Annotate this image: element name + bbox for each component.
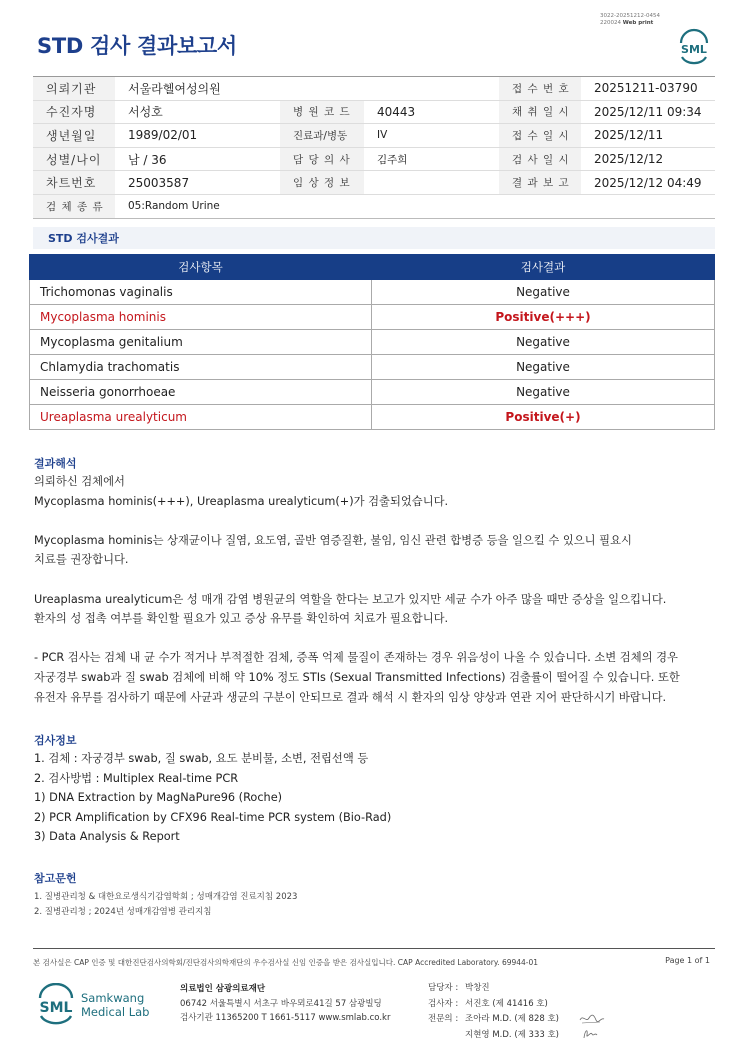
interpretation-line: - PCR 검사는 검체 내 균 수가 적거나 부적절한 검체, 증폭 억제 물질이 존재하는 경우 위음성이 나올 수 있습니다. 소변 검체의 경우 <box>34 651 678 665</box>
staff-name: 지현영 M.D. (제 333 호) <box>465 1029 560 1040</box>
collect-date-value: 2025/12/11 09:34 <box>594 104 702 119</box>
chart-no-value: 25003587 <box>128 175 190 190</box>
staff-label <box>428 1028 465 1044</box>
results-table <box>29 254 715 430</box>
test-result: Negative <box>372 280 715 305</box>
interpretation-line: 치료를 권장합니다. <box>34 553 129 567</box>
receive-date-value: 2025/12/11 <box>594 128 664 143</box>
doc-id-line1: 3022-20251212-0454 <box>600 13 660 19</box>
test-item: Chlamydia trachomatis <box>30 355 372 380</box>
test-info-line: 2. 검사방법 : Multiplex Real-time PCR <box>34 771 239 785</box>
test-result: Positive(+++) <box>372 305 715 330</box>
svg-text:SML: SML <box>39 1000 73 1016</box>
interpretation-text <box>34 472 694 707</box>
patient-info-table <box>33 76 715 219</box>
doctor-value: 김주희 <box>377 153 408 166</box>
birth-label: 생년월일 <box>33 124 115 147</box>
document-id <box>600 13 660 26</box>
page-number: Page 1 of 1 <box>665 956 710 965</box>
signature-icon <box>578 1012 606 1026</box>
test-item: Neisseria gonorrhoeae <box>30 380 372 405</box>
test-result: Negative <box>372 330 715 355</box>
info-row <box>33 101 715 125</box>
info-row <box>33 195 715 219</box>
birth-value: 1989/02/01 <box>128 128 198 143</box>
sex-age-label: 성별/나이 <box>33 148 115 171</box>
specimen-value: 05:Random Urine <box>128 200 220 213</box>
test-result: Positive(+) <box>372 405 715 430</box>
staff-label: 검사자 : <box>428 998 459 1009</box>
test-info-text <box>34 749 694 847</box>
svg-text:SML: SML <box>681 43 707 56</box>
staff-row <box>428 1028 559 1044</box>
patient-name-value: 서성호 <box>128 105 163 120</box>
specimen-label: 검 체 종 류 <box>33 195 115 218</box>
test-info-line: 2) PCR Amplification by CFX96 Real-time PCR system (Bio-Rad) <box>34 810 392 824</box>
table-row <box>30 330 715 355</box>
test-item: Mycoplasma hominis <box>30 305 372 330</box>
receipt-no-label: 접 수 번 호 <box>499 77 581 100</box>
interpretation-line: 자궁경부 swab과 질 swab 검체에 비해 약 10% 정도 STIs (Sexual Transmitted Infections) 검출률이 떨어질 수 있습니다. 또한 <box>34 670 680 684</box>
test-info-line: 1) DNA Extraction by MagNaPure96 (Roche) <box>34 791 283 805</box>
footer-divider <box>33 948 715 949</box>
info-row <box>33 171 715 195</box>
sml-logo-icon <box>676 26 712 66</box>
svg-text:Samkwang: Samkwang <box>81 991 145 1005</box>
doctor-label: 담 당 의 사 <box>280 148 364 171</box>
receipt-no-value: 20251211-03790 <box>594 81 698 96</box>
samkwang-logo-icon <box>37 983 157 1025</box>
staff-name: 박창진 <box>465 983 490 993</box>
interpretation-title: 결과해석 <box>34 457 77 470</box>
table-row <box>30 305 715 330</box>
page-title: STD 검사 결과보고서 <box>37 34 237 58</box>
web-print-label: Web print <box>622 19 654 26</box>
test-info-line: 3) Data Analysis & Report <box>34 830 180 844</box>
test-result: Negative <box>372 380 715 405</box>
staff-row <box>428 1012 559 1028</box>
patient-name-label: 수진자명 <box>33 101 115 124</box>
hospital-code-value: 40443 <box>377 104 416 119</box>
clinical-info-value <box>364 171 499 194</box>
table-row <box>30 355 715 380</box>
references-list <box>34 890 297 920</box>
department-label: 진료과/병동 <box>280 124 364 147</box>
report-date-value: 2025/12/12 04:49 <box>594 175 702 190</box>
staff-list <box>428 981 559 1043</box>
reference-item: 1. 질병관리청 & 대한요로생식기감염학회 ; 성매개감염 진료지침 2023 <box>34 892 298 902</box>
report-date-label: 결 과 보 고 <box>499 171 581 194</box>
receive-date-label: 접 수 일 시 <box>499 124 581 147</box>
interpretation-line: Mycoplasma hominis(+++), Ureaplasma urealyticum(+)가 검출되었습니다. <box>34 494 449 508</box>
org-name: 의료법인 삼광의료재단 <box>180 984 266 994</box>
interpretation-line: 유전자 유무를 검사하기 때문에 사균과 생균의 구분이 안되므로 결과 해석 시 환자의 임상 양상과 연관 지어 판단하시기 바랍니다. <box>34 690 667 704</box>
references-title: 참고문헌 <box>34 872 77 885</box>
table-row <box>30 280 715 305</box>
signature-icon <box>578 1026 606 1040</box>
results-section-title: STD 검사결과 <box>33 227 715 249</box>
test-info-title: 검사정보 <box>34 734 77 747</box>
test-result: Negative <box>372 355 715 380</box>
test-item: Trichomonas vaginalis <box>30 280 372 305</box>
table-row <box>30 380 715 405</box>
doc-id-line2: 220024 <box>600 19 622 26</box>
info-row <box>33 124 715 148</box>
col-result-header: 검사결과 <box>372 255 715 280</box>
referring-org-label: 의뢰기관 <box>33 77 115 100</box>
clinical-info-label: 임 상 정 보 <box>280 171 364 194</box>
hospital-code-label: 병 원 코 드 <box>280 101 364 124</box>
test-item: Ureaplasma urealyticum <box>30 405 372 430</box>
staff-label: 전문의 : <box>428 1014 459 1024</box>
table-row <box>30 405 715 430</box>
chart-no-label: 차트번호 <box>33 171 115 194</box>
staff-row <box>428 997 559 1013</box>
staff-name: 서진호 (제 41416 호) <box>465 998 548 1009</box>
org-contact: 검사기관 11365200 T 1661-5117 www.smlab.co.kr <box>180 1013 391 1023</box>
collect-date-label: 채 취 일 시 <box>499 101 581 124</box>
test-info-line: 1. 검체 : 자궁경부 swab, 질 swab, 요도 분비물, 소변, 전립선액 등 <box>34 752 369 765</box>
info-row <box>33 148 715 172</box>
results-header-row <box>30 255 715 280</box>
staff-name: 조아라 M.D. (제 828 호) <box>465 1014 560 1024</box>
org-info <box>180 982 390 1026</box>
info-row <box>33 77 715 101</box>
accreditation-note: 본 검사실은 CAP 인증 및 대한진단검사의학회/진단검사의학재단의 우수검사실 신임 인증을 받은 검사실입니다. CAP Accredited Laboratory. 69944-01 <box>33 958 539 967</box>
reference-item: 2. 질병관리청 ; 2024년 성매개감염병 관리지침 <box>34 907 212 917</box>
interpretation-line: Mycoplasma hominis는 상재균이나 질염, 요도염, 골반 염증질환, 불임, 임신 관련 합병증 등을 일으킬 수 있으니 필요시 <box>34 533 632 547</box>
interpretation-line: 환자의 성 접촉 여부를 확인할 필요가 있고 증상 유무를 확인하여 치료가 필요합니다. <box>34 612 449 626</box>
test-date-value: 2025/12/12 <box>594 152 664 167</box>
sex-age-value: 남 / 36 <box>128 152 167 167</box>
staff-label: 담당자 : <box>428 983 459 993</box>
svg-text:Medical Lab: Medical Lab <box>81 1005 150 1019</box>
col-item-header: 검사항목 <box>30 255 372 280</box>
test-item: Mycoplasma genitalium <box>30 330 372 355</box>
test-date-label: 검 사 일 시 <box>499 148 581 171</box>
interpretation-line: Ureaplasma urealyticum은 성 매개 감염 병원균의 역할을 한다는 보고가 있지만 세균 수가 아주 많을 때만 증상을 일으킵니다. <box>34 592 667 606</box>
interpretation-line: 의뢰하신 검체에서 <box>34 475 125 488</box>
referring-org-value: 서울라헬여성의원 <box>128 81 221 96</box>
department-value: IV <box>377 129 388 142</box>
org-address: 06742 서울특별시 서초구 바우뫼로41길 57 삼광빌딩 <box>180 998 382 1009</box>
staff-row <box>428 981 559 997</box>
